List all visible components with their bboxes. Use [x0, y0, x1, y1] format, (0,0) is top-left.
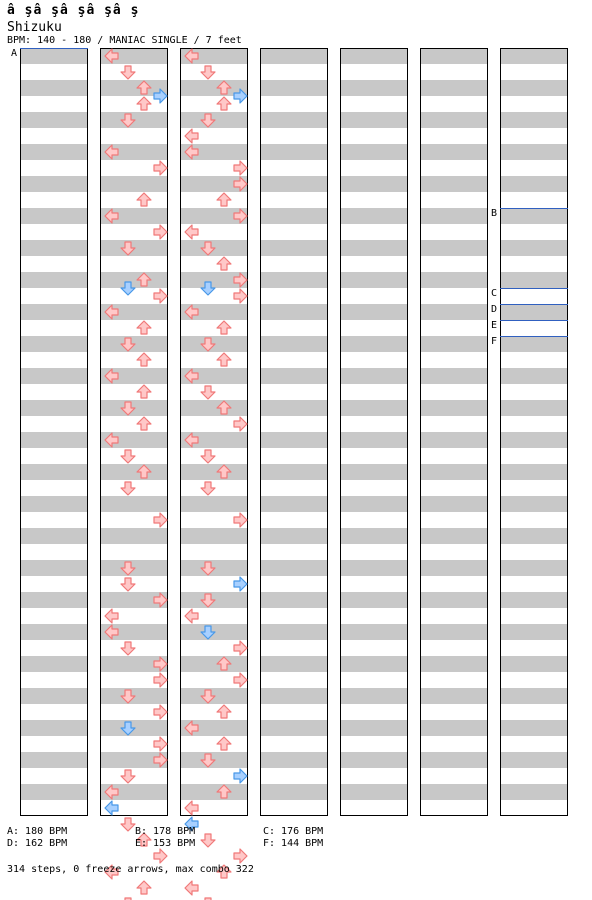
bpm-marker-label-c: C [491, 288, 498, 299]
chart-column-7 [500, 48, 568, 816]
up-arrow-icon [217, 193, 231, 206]
beat-stripe [500, 688, 568, 704]
beat-stripe [180, 400, 248, 416]
left-arrow-icon [185, 225, 198, 239]
beat-stripe [340, 368, 408, 384]
beat-stripe [500, 336, 568, 352]
beat-stripe [420, 80, 488, 96]
beat-stripe [180, 528, 248, 544]
right-arrow-icon [154, 289, 167, 303]
song-title: â şâ şâ şâ şâ ş [7, 3, 140, 18]
beat-stripe [260, 784, 328, 800]
beat-stripe [420, 464, 488, 480]
beat-stripe [260, 208, 328, 224]
beat-stripe [340, 80, 408, 96]
beat-stripe [500, 176, 568, 192]
beat-stripe [260, 112, 328, 128]
beat-stripe [260, 48, 328, 64]
up-arrow-icon [137, 385, 151, 398]
beat-stripe [340, 528, 408, 544]
bpm-legend-e: E: 153 BPM [135, 838, 196, 849]
beat-stripe [260, 432, 328, 448]
beat-stripe [420, 496, 488, 512]
bpm-legend-f: F: 144 BPM [263, 838, 324, 849]
beat-stripe [500, 592, 568, 608]
beat-stripe [260, 688, 328, 704]
down-arrow-icon [201, 66, 215, 79]
right-arrow-icon [234, 289, 247, 303]
beat-stripe [20, 368, 88, 384]
down-arrow-icon [121, 818, 135, 831]
right-arrow-icon [234, 577, 247, 591]
down-arrow-icon [201, 834, 215, 847]
bpm-legend-a: A: 180 BPM [7, 826, 68, 837]
beat-stripe [100, 176, 168, 192]
bpm-legend-b: B: 178 BPM [135, 826, 196, 837]
up-arrow-icon [217, 705, 231, 718]
right-arrow-icon [154, 225, 167, 239]
beat-stripe [260, 336, 328, 352]
beat-stripe [420, 752, 488, 768]
beat-stripe [340, 208, 408, 224]
beat-stripe [420, 720, 488, 736]
chart-column-6 [420, 48, 488, 816]
up-arrow-icon [217, 737, 231, 750]
left-arrow-icon [185, 129, 198, 143]
beat-stripe [420, 112, 488, 128]
up-arrow-icon [137, 353, 151, 366]
beat-stripe [340, 656, 408, 672]
down-arrow-icon [121, 770, 135, 783]
bpm-marker-label-b: B [491, 208, 498, 219]
down-arrow-icon [201, 482, 215, 495]
beat-stripe [20, 720, 88, 736]
beat-stripe [500, 624, 568, 640]
beat-stripe [260, 592, 328, 608]
beat-stripe [340, 688, 408, 704]
beat-stripe [180, 784, 248, 800]
beat-stripe [260, 400, 328, 416]
down-arrow-icon [121, 482, 135, 495]
right-arrow-icon [234, 513, 247, 527]
beat-stripe [340, 496, 408, 512]
beat-stripe [340, 304, 408, 320]
beat-stripe [500, 80, 568, 96]
beat-stripe [20, 656, 88, 672]
beat-stripe [20, 592, 88, 608]
bpm-legend-d: D: 162 BPM [7, 838, 68, 849]
beat-stripe [180, 464, 248, 480]
beat-stripe [180, 496, 248, 512]
beat-stripe [20, 176, 88, 192]
beat-stripe [420, 336, 488, 352]
bpm-marker-label-a: A [11, 48, 18, 59]
right-arrow-icon [234, 849, 247, 863]
beat-stripe [20, 400, 88, 416]
beat-stripe [340, 592, 408, 608]
beat-stripe [500, 464, 568, 480]
right-arrow-icon [234, 417, 247, 431]
left-arrow-icon [185, 881, 198, 895]
beat-stripe [20, 336, 88, 352]
beat-stripe [420, 784, 488, 800]
right-arrow-icon [154, 737, 167, 751]
bpm-marker-label-e: E [491, 320, 498, 331]
beat-stripe [500, 208, 568, 224]
beat-stripe [500, 752, 568, 768]
beat-stripe [340, 272, 408, 288]
beat-stripe [20, 528, 88, 544]
beat-stripe [340, 752, 408, 768]
up-arrow-icon [137, 417, 151, 430]
beat-stripe [340, 176, 408, 192]
beat-stripe [500, 112, 568, 128]
beat-stripe [20, 112, 88, 128]
beat-stripe [500, 400, 568, 416]
chart-column-3 [180, 48, 248, 816]
beat-stripe [20, 624, 88, 640]
up-arrow-icon [217, 321, 231, 334]
right-arrow-icon [234, 769, 247, 783]
beat-stripe [340, 336, 408, 352]
beat-stripe [260, 144, 328, 160]
beat-stripe [340, 48, 408, 64]
beat-stripe [420, 688, 488, 704]
beat-stripe [420, 48, 488, 64]
beat-stripe [260, 304, 328, 320]
left-arrow-icon [105, 801, 118, 815]
beat-stripe [420, 656, 488, 672]
beat-stripe [500, 720, 568, 736]
down-arrow-icon [121, 66, 135, 79]
up-arrow-icon [137, 193, 151, 206]
beat-stripe [340, 560, 408, 576]
beat-stripe [260, 656, 328, 672]
chart-info: BPM: 140 - 180 / MANIAC SINGLE / 7 feet [7, 35, 242, 46]
beat-stripe [420, 240, 488, 256]
beat-stripe [100, 496, 168, 512]
beat-stripe [500, 48, 568, 64]
beat-stripe [500, 784, 568, 800]
beat-stripe [260, 272, 328, 288]
bpm-marker-label-d: D [491, 304, 498, 315]
beat-stripe [180, 656, 248, 672]
beat-stripe [420, 528, 488, 544]
beat-stripe [500, 528, 568, 544]
down-arrow-icon [121, 450, 135, 463]
beat-stripe [20, 464, 88, 480]
beat-stripe [340, 240, 408, 256]
chart-column-2 [100, 48, 168, 816]
beat-stripe [340, 432, 408, 448]
beat-stripe [420, 432, 488, 448]
left-arrow-icon [105, 609, 118, 623]
beat-stripe [260, 720, 328, 736]
beat-stripe [420, 208, 488, 224]
beat-stripe [260, 560, 328, 576]
right-arrow-icon [154, 161, 167, 175]
beat-stripe [260, 528, 328, 544]
chart-column-4 [260, 48, 328, 816]
beat-stripe [20, 272, 88, 288]
left-arrow-icon [185, 609, 198, 623]
beat-stripe [500, 656, 568, 672]
beat-stripe [20, 240, 88, 256]
up-arrow-icon [217, 97, 231, 110]
beat-stripe [340, 464, 408, 480]
beat-stripe [420, 400, 488, 416]
beat-stripe [500, 240, 568, 256]
beat-stripe [20, 688, 88, 704]
bpm-marker-label-f: F [491, 336, 498, 347]
beat-stripe [260, 368, 328, 384]
beat-stripe [20, 784, 88, 800]
beat-stripe [20, 560, 88, 576]
beat-stripe [260, 240, 328, 256]
beat-stripe [20, 208, 88, 224]
right-arrow-icon [234, 641, 247, 655]
down-arrow-icon [201, 386, 215, 399]
beat-stripe [500, 432, 568, 448]
beat-stripe [260, 80, 328, 96]
up-arrow-icon [217, 353, 231, 366]
right-arrow-icon [154, 513, 167, 527]
up-arrow-icon [217, 257, 231, 270]
song-subtitle: Shizuku [7, 20, 62, 35]
up-arrow-icon [137, 881, 151, 894]
beat-stripe [420, 176, 488, 192]
right-arrow-icon [154, 673, 167, 687]
left-arrow-icon [185, 801, 198, 815]
right-arrow-icon [234, 161, 247, 175]
beat-stripe [100, 528, 168, 544]
beat-stripe [420, 368, 488, 384]
beat-stripe [420, 144, 488, 160]
beat-stripe [20, 432, 88, 448]
beat-stripe [260, 624, 328, 640]
beat-stripe [340, 720, 408, 736]
beat-stripe [340, 112, 408, 128]
beat-stripe [420, 272, 488, 288]
beat-stripe [20, 48, 88, 64]
beat-stripe [340, 624, 408, 640]
beat-stripe [500, 304, 568, 320]
chart-column-1 [20, 48, 88, 816]
beat-stripe [260, 752, 328, 768]
beat-stripe [500, 496, 568, 512]
beat-stripe [500, 144, 568, 160]
down-arrow-icon [121, 578, 135, 591]
bpm-legend-c: C: 176 BPM [263, 826, 324, 837]
beat-stripe [260, 176, 328, 192]
down-arrow-icon [121, 642, 135, 655]
down-arrow-icon [201, 450, 215, 463]
beat-stripe [260, 496, 328, 512]
beat-stripe [20, 144, 88, 160]
beat-stripe [100, 272, 168, 288]
beat-stripe [260, 464, 328, 480]
step-summary: 314 steps, 0 freeze arrows, max combo 322 [7, 864, 254, 875]
beat-stripe [20, 80, 88, 96]
beat-stripe [340, 144, 408, 160]
beat-stripe [420, 624, 488, 640]
beat-stripe [20, 496, 88, 512]
beat-stripe [340, 784, 408, 800]
beat-stripe [500, 368, 568, 384]
right-arrow-icon [154, 705, 167, 719]
beat-stripe [20, 752, 88, 768]
chart-column-5 [340, 48, 408, 816]
right-arrow-icon [154, 849, 167, 863]
beat-stripe [500, 272, 568, 288]
beat-stripe [420, 560, 488, 576]
beat-stripe [340, 400, 408, 416]
beat-stripe [420, 592, 488, 608]
beat-stripe [20, 304, 88, 320]
beat-stripe [100, 464, 168, 480]
up-arrow-icon [137, 321, 151, 334]
beat-stripe [420, 304, 488, 320]
beat-stripe [500, 560, 568, 576]
right-arrow-icon [234, 673, 247, 687]
up-arrow-icon [137, 97, 151, 110]
